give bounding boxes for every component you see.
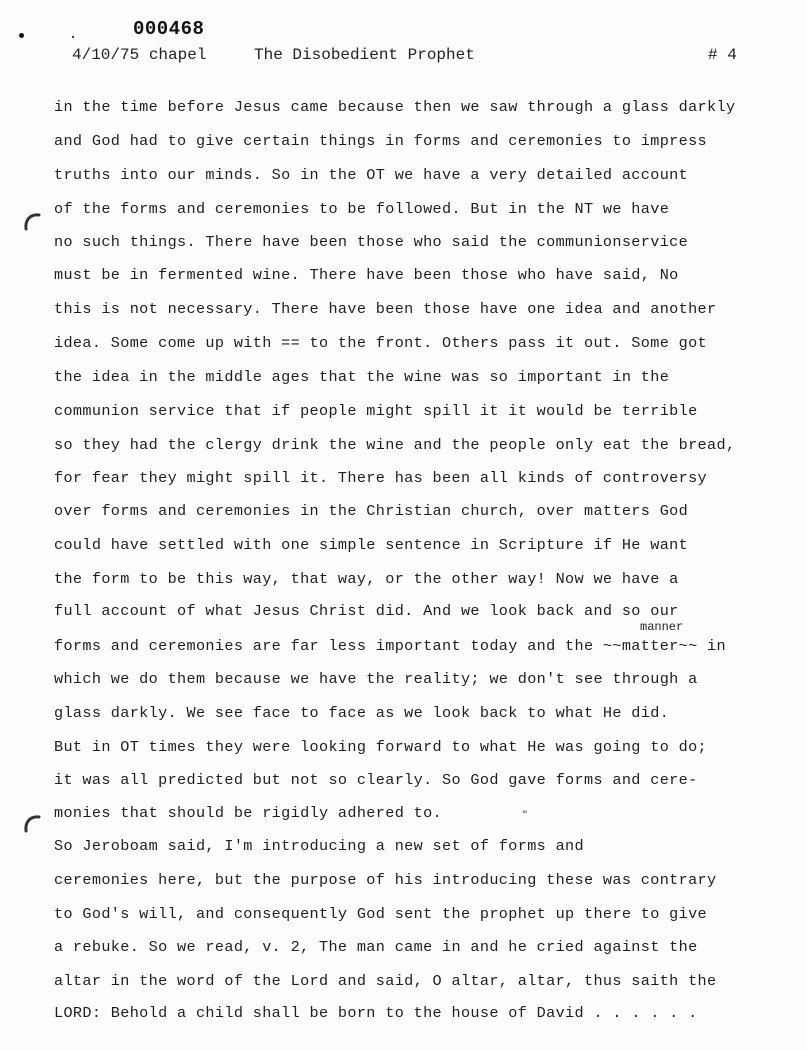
text-line: forms and ceremonies are far less important today and the ~~matter~~ in xyxy=(54,637,726,655)
text-line: in the time before Jesus came because then we saw through a glass darkly xyxy=(54,98,736,116)
header-page-number: # 4 xyxy=(708,46,737,64)
text-line: over forms and ceremonies in the Christian church, over matters God xyxy=(54,502,689,520)
text-line: this is not necessary. There have been those have one idea and another xyxy=(54,300,717,318)
text-line: for fear they might spill it. There has been all kinds of controversy xyxy=(54,469,708,487)
text-line: of the forms and ceremonies to be followed. But in the NT we have xyxy=(54,200,670,218)
text-line: the form to be this way, that way, or the other way! Now we have a xyxy=(54,570,679,588)
text-line: it was all predicted but not so clearly. So God gave forms and cere- xyxy=(54,771,698,789)
text-line: truths into our minds. So in the OT we have a very detailed account xyxy=(54,166,689,184)
text-line: which we do them because we have the reality; we don't see through a xyxy=(54,670,698,688)
text-line: full account of what Jesus Christ did. And we look back and so our xyxy=(54,602,679,620)
text-line: glass darkly. We see face to face as we look back to what He did. xyxy=(54,704,670,722)
text-line: LORD: Behold a child shall be born to the house of David . . . . . . xyxy=(54,1004,698,1022)
text-line: communion service that if people might spill it it would be terrible xyxy=(54,402,698,420)
text-line: So Jeroboam said, I'm introducing a new set of forms and xyxy=(54,837,584,855)
document-number: 000468 xyxy=(133,18,205,40)
text-line: monies that should be rigidly adhered to. xyxy=(54,804,443,822)
text-line: must be in fermented wine. There have been those who have said, No xyxy=(54,266,679,284)
text-line: ceremonies here, but the purpose of his introducing these was contrary xyxy=(54,871,717,889)
text-line: so they had the clergy drink the wine and the people only eat the bread, xyxy=(54,436,736,454)
header-title: The Disobedient Prophet xyxy=(254,46,475,64)
text-line: idea. Some come up with == to the front. Others pass it out. Some got xyxy=(54,334,708,352)
text-line: and God had to give certain things in forms and ceremonies to impress xyxy=(54,132,708,150)
text-line: altar in the word of the Lord and said, O altar, altar, thus saith the xyxy=(54,972,717,990)
text-line: to God's will, and consequently God sent the prophet up there to give xyxy=(54,905,708,923)
handwritten-insertion: manner xyxy=(640,620,684,634)
text-line: a rebuke. So we read, v. 2, The man came in and he cried against the xyxy=(54,938,698,956)
text-line: the idea in the middle ages that the wine was so important in the xyxy=(54,368,670,386)
text-line: could have settled with one simple sentence in Scripture if He want xyxy=(54,536,689,554)
text-line: But in OT times they were looking forward to what He was going to do; xyxy=(54,738,708,756)
header-date: 4/10/75 chapel xyxy=(72,46,207,64)
stray-mark: ‴ xyxy=(522,810,528,820)
text-line: no such things. There have been those who said the communionservice xyxy=(54,233,689,251)
